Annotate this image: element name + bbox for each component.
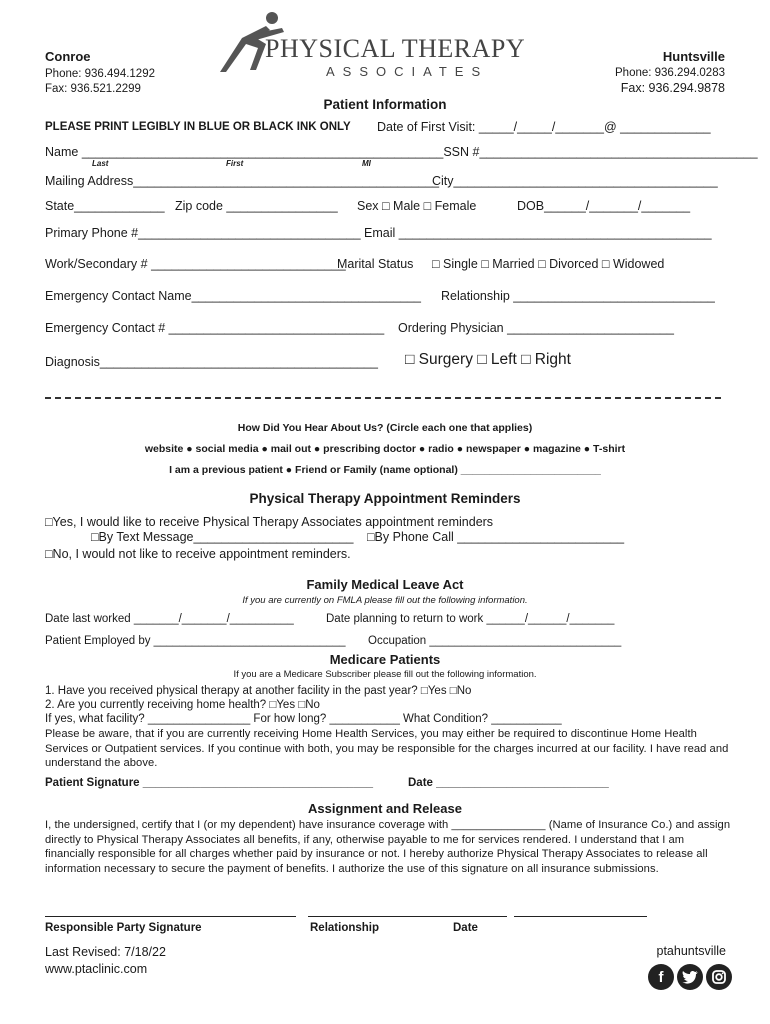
work-phone-field[interactable]: Work/Secondary # ____________________________ (45, 257, 346, 271)
date-line[interactable] (514, 916, 647, 917)
emergency-contact-number-field[interactable]: Emergency Contact # _______________________________ (45, 321, 385, 335)
hear-about-referral[interactable]: I am a previous patient ● Friend or Family (name optional) ________________________ (169, 464, 601, 476)
right-office-phone: Phone: 936.294.0283 (615, 67, 725, 79)
responsible-signature-label: Responsible Party Signature (45, 922, 202, 934)
name-last-caption: Last (92, 159, 109, 168)
medicare-question-1[interactable]: 1. Have you received physical therapy at another facility in the past year? □Yes □No (45, 685, 472, 697)
right-office-name: Huntsville (662, 49, 725, 64)
relationship-field[interactable]: Relationship _____________________________ (441, 289, 715, 303)
state-field[interactable]: State_____________ (45, 199, 165, 213)
medicare-warning: Please be aware, that if you are currently receiving Home Health Services, you may either be required to discontinue Home Health Services or Outpatient services. If you continue with both, you may be responsible for the charges incurred at our facility. I have read and understand the above. (45, 728, 729, 770)
name-mi-caption: MI (362, 159, 371, 168)
page-title: Patient Information (323, 97, 447, 112)
dashed-divider (45, 397, 721, 399)
employer-field[interactable]: Patient Employed by ______________________________ (45, 635, 346, 647)
primary-phone-field[interactable]: Primary Phone #________________________________ (45, 226, 361, 240)
surgery-side-options[interactable]: □ Surgery □ Left □ Right (405, 351, 571, 368)
mailing-address-field[interactable]: Mailing Address____________________________________________ (45, 174, 440, 188)
relationship-line[interactable] (308, 916, 507, 917)
twitter-icon[interactable] (677, 964, 703, 990)
marital-status-options[interactable]: □ Single □ Married □ Divorced □ Widowed (432, 257, 665, 271)
return-date-field[interactable]: Date planning to return to work ______/______/_______ (326, 613, 615, 625)
logo-line2: ASSOCIATES (326, 64, 489, 79)
patient-signature-date-field[interactable]: Date ___________________________ (408, 777, 609, 789)
reminders-phone-option[interactable]: □By Phone Call ________________________ (367, 530, 625, 544)
zip-field[interactable]: Zip code ________________ (175, 199, 338, 213)
last-revised: Last Revised: 7/18/22 (45, 945, 166, 959)
marital-status-label: Marital Status (337, 257, 414, 271)
left-office-fax: Fax: 936.521.2299 (45, 83, 141, 95)
name-first-caption: First (226, 159, 244, 168)
facebook-icon[interactable]: f (648, 964, 674, 990)
left-office-name: Conroe (45, 49, 91, 64)
reminders-no-option[interactable]: □No, I would not like to receive appointment reminders. (45, 547, 351, 561)
name-ssn-field[interactable]: Name ____________________________________________________SSN #________________________________________ (45, 145, 758, 159)
reminders-yes-option[interactable]: □Yes, I would like to receive Physical Therapy Associates appointment reminders (45, 515, 494, 529)
assignment-text: I, the undersigned, certify that I (or my dependent) have insurance coverage with _______________ (Name of Insurance Co.) and assign directly to Physical Therapy Associates all benefits, if any, otherwise payable to me for services rendered. I understand that I am financially responsible for all charges whether paid by insurance or not. I hereby authorize Physical Therapy Associates to release all information necessary to secure the payment of benefits. I authorize the use of this signature on all insurance submissions. (45, 819, 731, 875)
date-last-worked-field[interactable]: Date last worked _______/_______/__________ (45, 613, 294, 625)
left-office-phone: Phone: 936.494.1292 (45, 68, 155, 80)
right-office-fax: Fax: 936.294.9878 (620, 81, 725, 95)
medicare-note: If you are a Medicare Subscriber please fill out the following information. (233, 669, 537, 680)
logo-line1: PHYSICAL THERAPY (265, 34, 526, 63)
ordering-physician-field[interactable]: Ordering Physician ________________________ (398, 321, 674, 335)
medicare-facility-field[interactable]: If yes, what facility? ________________ For how long? ___________ What Condition? ___________ (45, 713, 562, 725)
website-link[interactable]: www.ptaclinic.com (45, 962, 148, 976)
patient-signature-field[interactable]: Patient Signature ____________________________________ (45, 777, 374, 789)
sex-field[interactable]: Sex □ Male □ Female (357, 199, 477, 213)
date-label: Date (453, 922, 478, 934)
fmla-heading: Family Medical Leave Act (306, 577, 464, 592)
hear-about-heading: How Did You Hear About Us? (Circle each one that applies) (237, 422, 533, 434)
reminders-heading: Physical Therapy Appointment Reminders (249, 491, 521, 506)
social-handle: ptahuntsville (656, 944, 726, 958)
assignment-heading: Assignment and Release (308, 801, 462, 816)
responsible-signature-line[interactable] (45, 916, 296, 917)
medicare-question-2[interactable]: 2. Are you currently receiving home health? □Yes □No (45, 699, 320, 711)
date-first-visit-field[interactable]: Date of First Visit: _____/_____/_______@ _____________ (377, 120, 711, 134)
email-field[interactable]: Email _____________________________________________ (364, 226, 712, 240)
hear-about-options[interactable]: website ● social media ● mail out ● prescribing doctor ● radio ● newspaper ● magazine ● T-shirt (144, 443, 626, 455)
diagnosis-field[interactable]: Diagnosis________________________________________ (45, 355, 378, 369)
ink-instructions: PLEASE PRINT LEGIBLY IN BLUE OR BLACK INK ONLY (45, 121, 351, 133)
instagram-icon[interactable] (706, 964, 732, 990)
occupation-field[interactable]: Occupation ______________________________ (368, 635, 622, 647)
fmla-note: If you are currently on FMLA please fill out the following information. (242, 595, 528, 606)
medicare-heading: Medicare Patients (329, 652, 441, 667)
relationship-label: Relationship (310, 922, 380, 934)
city-field[interactable]: City______________________________________ (432, 174, 718, 188)
dob-field[interactable]: DOB______/_______/_______ (517, 199, 691, 213)
emergency-contact-name-field[interactable]: Emergency Contact Name_________________________________ (45, 289, 422, 303)
reminders-text-option[interactable]: □By Text Message_______________________ (91, 530, 354, 544)
